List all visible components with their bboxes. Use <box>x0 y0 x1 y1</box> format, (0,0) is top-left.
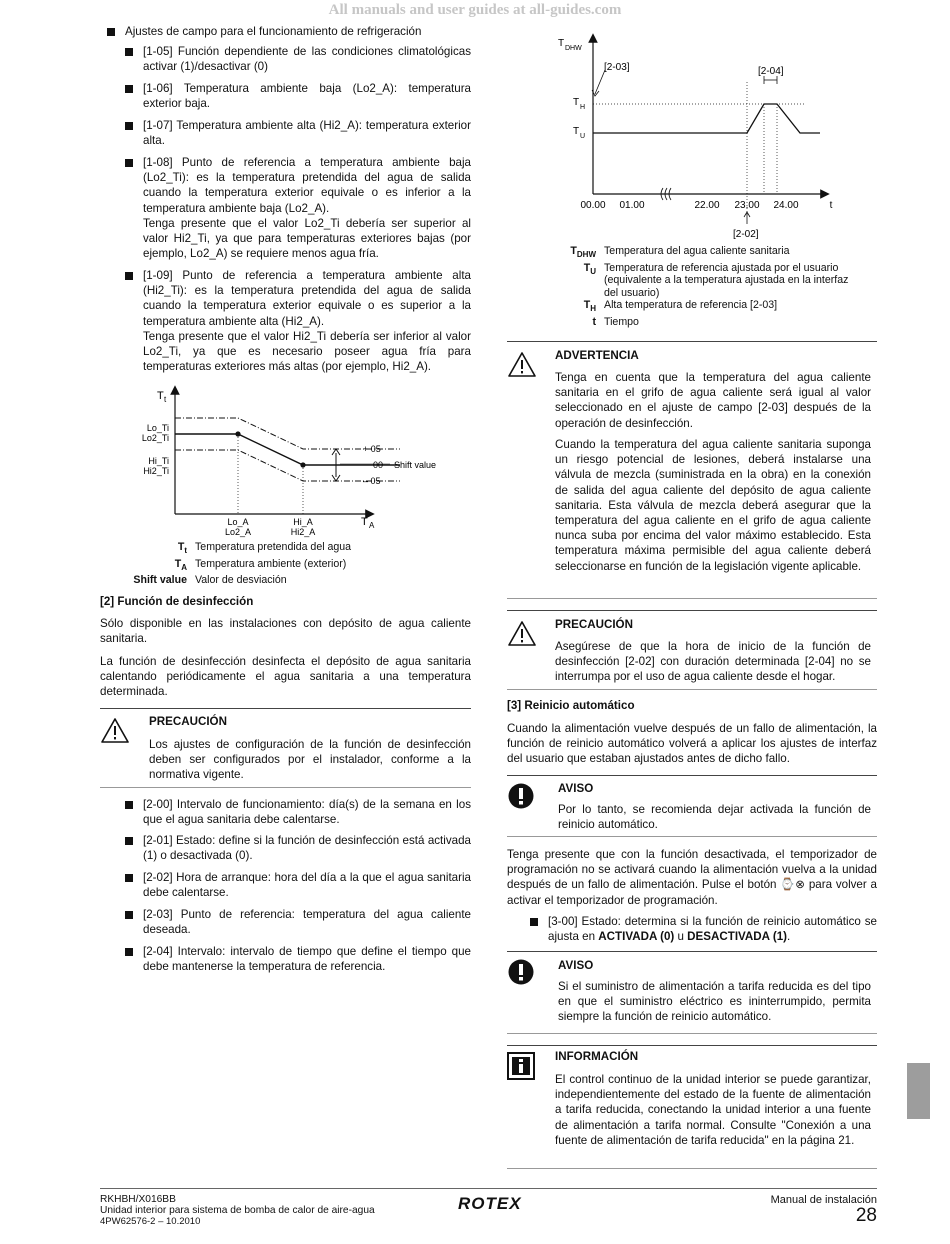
footer-manual: Manual de instalación <box>770 1194 877 1206</box>
y-axis-sub: t <box>164 395 167 404</box>
legend-2: $T_{DHW}$ Temperatura del agua caliente sanitaria $T_U$ Temperatura de referencia ajustada por el usuario (equivalente a la temperatura ajustada en la interfaz del usuario) $T_H$ Alta temperatura de referencia [2-03] t Tiempo <box>570 245 849 329</box>
caution-2-title: PRECAUCIÓN <box>555 618 633 631</box>
section-3-title: [3] Reinicio automático <box>507 699 635 712</box>
bullet-2-00: [2-00] Intervalo de funcionamiento: día(s) de la semana en los que el agua sanitaria debe calentarse. <box>143 798 471 827</box>
exclamation-icon <box>507 782 535 810</box>
label-2-04: [2-04] <box>758 66 784 77</box>
tick-0000: 00.00 <box>580 200 606 211</box>
label-lo-ti: Lo_Ti <box>146 423 169 433</box>
tick-0100: 01.00 <box>619 200 645 211</box>
notice-1-top-rule <box>507 775 877 776</box>
label-zero: 00 <box>373 460 384 470</box>
bullet-2-02: [2-02] Hora de arranque: hora del día a la que el agua sanitaria debe calentarse. <box>143 871 471 900</box>
notice-2-title: AVISO <box>558 959 594 972</box>
info-icon <box>507 1052 535 1080</box>
info-title: INFORMACIÓN <box>555 1050 639 1063</box>
warning-triangle-icon <box>507 350 537 378</box>
page-number: 28 <box>855 1205 877 1226</box>
label-lo2-a: Lo2_A <box>224 527 252 537</box>
label-lo2-ti: Lo2_Ti <box>141 433 169 443</box>
tick-2200: 22.00 <box>694 200 720 211</box>
tu-sub: U <box>580 133 586 140</box>
th-sub: H <box>580 104 586 111</box>
label-lo-a: Lo_A <box>227 517 249 527</box>
notice-1-bottom-rule <box>507 836 877 837</box>
caution-2-text: Asegúrese de que la hora de inicio de la función de desinfección [2-02] con duración determinada [2-04] no se interrumpa por el uso de agua caliente desde el hogar. <box>555 640 871 684</box>
section-2-p2: La función de desinfección desinfecta el depósito de agua sanitaria calentando periódicamente el agua sanitaria a una temperatura determinada. <box>100 655 471 699</box>
label-hi-a: Hi_A <box>293 517 313 527</box>
exclamation-icon <box>507 958 535 986</box>
page-tab-marker <box>907 1063 930 1119</box>
tu-label: T <box>573 126 580 137</box>
intro-bullet: Ajustes de campo para el funcionamiento de refrigeración <box>125 24 475 39</box>
warning-triangle-icon <box>507 619 537 647</box>
x-axis-label: T <box>361 516 368 528</box>
caution-2-bottom-rule <box>507 689 877 690</box>
rotex-logo: ROTEX <box>458 1194 522 1213</box>
note-1-09: Tenga presente que el valor Hi2_Ti debería ser inferior al valor Lo2_Ti, ya que es necesario poseer agua fría para temperaturas exteriores más altas (por ejemplo, Hi2_A). <box>143 330 471 374</box>
section-2-title: [2] Función de desinfección <box>100 595 254 608</box>
footer-model: RKHBH/X016BB <box>100 1194 176 1205</box>
caution-1-top-rule <box>100 708 471 709</box>
label-2-02: [2-02] <box>733 229 759 240</box>
y-axis-sub: DHW <box>565 45 582 52</box>
notice-2-top-rule <box>507 951 877 952</box>
th-label: T <box>573 97 580 108</box>
notice-2-text: Si el suministro de alimentación a tarifa reducida es del tipo en que el suministro eléctrico es ininterrumpido, permita siempre la función de reinicio automático. <box>558 980 871 1024</box>
bullet-3-00: [3-00] Estado: determina si la función de reinicio automático se ajusta en ACTIVADA (0) u DESACTIVADA (1). <box>548 915 877 944</box>
label-hi-ti: Hi_Ti <box>148 456 169 466</box>
section-3-p2: Tenga presente que con la función desactivada, el temporizador de programación no se activará cuando la alimentación vuelva a la unidad después de un fallo de alimentación. Pulse el botón ⌚⊗ para volver a activar el temporizador de programación. <box>507 848 877 907</box>
label-hi2-a: Hi2_A <box>290 527 316 537</box>
y-axis-label: T <box>157 390 164 402</box>
caution-1-text: Los ajustes de configuración de la función de desinfección deben ser configurados por el instalador, conforme a la normativa vigente. <box>149 738 471 782</box>
temperature-curve <box>593 104 820 133</box>
label-shift: Shift value <box>394 460 437 470</box>
notice-2-bottom-rule <box>507 1033 877 1034</box>
tick-2300: 23.00 <box>734 200 760 211</box>
notice-1-title: AVISO <box>558 782 594 795</box>
warning-title: ADVERTENCIA <box>555 349 639 362</box>
note-1-08: Tenga presente que el valor Lo2_Ti debería ser superior al valor Hi2_Ti, ya que para temperaturas exteriores bajas (por ejemplo, Lo2_A) se requiere menos agua fría. <box>143 217 471 261</box>
bullet-1-07: [1-07] Temperatura ambiente alta (Hi2_A): temperatura exterior alta. <box>143 119 471 148</box>
section-3-p1: Cuando la alimentación vuelve después de un fallo de alimentación, la función de reinicio automático volverá a aplicar los ajustes de interfaz del usuario que estaban ajustados antes de dicho fallo. <box>507 722 877 766</box>
warning-bottom-rule <box>507 598 877 599</box>
warning-p2: Cuando la temperatura del agua caliente sanitaria suponga un riesgo potencial de lesiones, deberá instalarse una válvula de mezcla (suministrada en la obra) en la conexión de salida del agua caliente del depósito de agua caliente sanitaria. Esta válvula de mezcla deberá asegurar que la temperatura del agua caliente en el grifo de agua caliente nunca suba por encima del valor máximo establecido. Esta temperatura máxima permisible del agua caliente deberá seleccionarse en función de la legislación vigente aplicable. <box>555 438 871 573</box>
info-bottom-rule <box>507 1168 877 1169</box>
warning-top-rule <box>507 341 877 342</box>
y-axis-label: T <box>558 38 565 49</box>
label-2-03: [2-03] <box>604 62 630 73</box>
legend-1: $T_t$ Temperatura pretendida del agua $T_A$ Temperatura ambiente (exterior) Shift value Valor de desviación <box>133 541 352 587</box>
label-minus05: – 05 <box>363 476 381 486</box>
caution-1-title: PRECAUCIÓN <box>149 715 227 728</box>
tick-2400: 24.00 <box>773 200 799 211</box>
bullet-2-01: [2-01] Estado: define si la función de desinfección está activada (1) o desactivada (0). <box>143 834 471 863</box>
x-axis-sub: A <box>369 521 375 530</box>
tick-t: t <box>829 200 833 211</box>
bullet-1-09: [1-09] Punto de referencia a temperatura ambiente alta (Hi2_Ti): es la temperatura pretendida del agua de salida cuando la temperatura exterior equivale o es superior a la temperatura ambiente alta (Hi2_A). <box>143 269 471 328</box>
arrow-2-03 <box>595 70 605 94</box>
info-top-rule <box>507 1045 877 1046</box>
caution-2-top-rule <box>507 610 877 611</box>
bullet-1-05: [1-05] Función dependiente de las condiciones climatológicas activar (1)/desactivar (0) <box>143 45 471 74</box>
footer-description: Unidad interior para sistema de bomba de calor de aire-agua <box>100 1205 375 1216</box>
bullet-2-03: [2-03] Punto de referencia: temperatura del agua caliente deseada. <box>143 908 471 937</box>
notice-1-text: Por lo tanto, se recomienda dejar activada la función de reinicio automático. <box>558 803 871 832</box>
footer-doc-number: 4PW62576-2 – 10.2010 <box>100 1216 201 1227</box>
section-2-p1: Sólo disponible en las instalaciones con depósito de agua caliente sanitaria. <box>100 617 471 646</box>
warning-p1: Tenga en cuenta que la temperatura del agua caliente sanitaria en el grifo de agua caliente será igual al valor seleccionado en el ajuste de campo [2-03] después de la operación de desinfección. <box>555 371 871 430</box>
caution-1-bottom-rule <box>100 787 471 788</box>
label-plus05: + 05 <box>363 444 381 454</box>
weather-dependent-diagram <box>120 385 460 540</box>
bullet-1-06: [1-06] Temperatura ambiente baja (Lo2_A): temperatura exterior baja. <box>143 82 471 111</box>
disinfection-timing-diagram <box>555 32 845 242</box>
info-text: El control continuo de la unidad interior se puede garantizar, independientemente del estado de la fuente de alimentación a tarifa reducida, conectando la unidad interior a una fuente de alimentación a tarifa normal. Consulte "Conexión a una fuente de alimentación de tarifa reducida" en la página 21. <box>555 1073 871 1147</box>
label-hi2-ti: Hi2_Ti <box>143 466 169 476</box>
warning-triangle-icon <box>100 716 130 744</box>
bullet-2-04: [2-04] Intervalo: intervalo de tiempo que define el tiempo que debe mantenerse la temperatura de referencia. <box>143 945 471 974</box>
footer-rule <box>100 1188 877 1189</box>
bullet-1-08: [1-08] Punto de referencia a temperatura ambiente baja (Lo2_Ti): es la temperatura pretendida del agua de salida cuando la temperatura exterior equivale o es inferior a la temperatura ambiente baja (Lo2_A). <box>143 156 471 215</box>
watermark: All manuals and user guides at all-guides.com <box>328 2 622 18</box>
